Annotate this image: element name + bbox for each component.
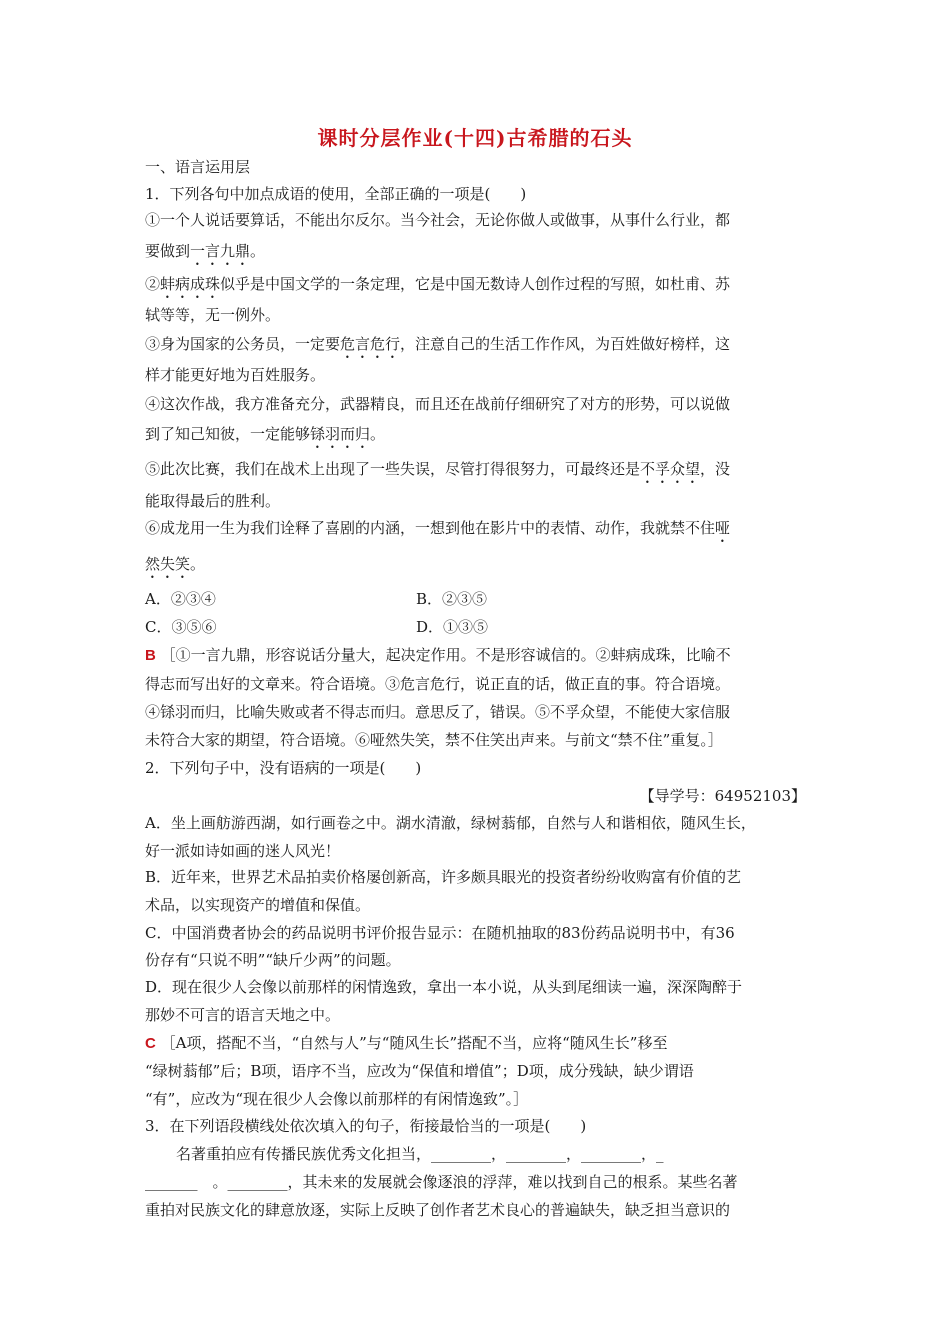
q2-option-c-line1: C．中国消费者协会的药品说明书评价报告显示：在随机抽取的83份药品说明书中，有36 bbox=[145, 924, 735, 942]
section-heading: 一、语言运用层 bbox=[145, 158, 251, 176]
q3-passage-line3: 重拍对民族文化的肆意放逐，实际上反映了创作者艺术良心的普遍缺失，缺乏担当意识的 bbox=[145, 1201, 731, 1219]
q2-explanation-line2: “绿树蓊郁”后；B项，语序不当，应改为“保值和增值”；D项，成分残缺，缺少谓语 bbox=[145, 1062, 694, 1080]
q1-option-c: C．③⑤⑥ bbox=[145, 618, 217, 636]
dotted-idiom: 蚌病成珠 bbox=[160, 275, 221, 293]
q1-s2-line2: 轼等等，无一例外。 bbox=[145, 306, 281, 324]
q1-option-a: A．②③④ bbox=[145, 590, 216, 608]
q1-stem: 1．下列各句中加点成语的使用，全部正确的一项是( ) bbox=[145, 185, 527, 203]
dotted-idiom: 铩羽而归 bbox=[310, 425, 371, 443]
q3-passage-line1: 名著重拍应有传播民族优秀文化担当，________，________，________，_ bbox=[176, 1145, 664, 1163]
q2-explanation-line3: “有”，应改为“现在很少人会像以前那样的有闲情逸致”。］ bbox=[145, 1090, 529, 1108]
q2-answer-letter: C bbox=[145, 1035, 156, 1052]
q1-s5-line1: ⑤此次比赛，我们在战术上出现了一些失误，尽管打得很努力，可最终还是不孚众望，没 bbox=[145, 460, 731, 478]
q1-s2-line1: ②蚌病成珠似乎是中国文学的一条定理，它是中国无数诗人创作过程的写照，如杜甫、苏 bbox=[145, 275, 731, 293]
q2-option-c-line2: 份存有“只说不明”“缺斤少两”的问题。 bbox=[145, 951, 401, 969]
q1-explanation-line2: 得志而写出好的文章来。符合语境。③危言危行，说正直的话，做正直的事。符合语境。 bbox=[145, 675, 731, 693]
q2-option-a-line1: A．坐上画舫游西湖，如行画卷之中。湖水清澈，绿树蓊郁，自然与人和谐相依，随风生长， bbox=[145, 814, 756, 832]
dotted-idiom: 然失笑 bbox=[145, 555, 191, 573]
q1-s1-line2: 要做到一言九鼎。 bbox=[145, 242, 266, 260]
q1-s3-line2: 样才能更好地为百姓服务。 bbox=[145, 366, 326, 384]
q2-option-a-line2: 好一派如诗如画的迷人风光！ bbox=[145, 842, 341, 860]
q3-stem: 3．在下列语段横线处依次填入的句子，衔接最恰当的一项是( ) bbox=[145, 1117, 587, 1135]
q2-explanation-line1: C ［A项，搭配不当，“自然与人”与“随风生长”搭配不当，应将“随风生长”移至 bbox=[145, 1034, 668, 1052]
q1-s6-line2: 然失笑。 bbox=[145, 555, 206, 573]
q1-explanation-line1: B ［①一言九鼎，形容说话分量大，起决定作用。不是形容诚信的。②蚌病成珠，比喻不 bbox=[145, 646, 731, 664]
q2-guide-number: 【导学号：64952103】 bbox=[639, 787, 806, 805]
dotted-idiom: 哑 bbox=[715, 519, 731, 537]
q1-s1-line1: ①一个人说话要算话，不能出尔反尔。当今社会，无论你做人或做事，从事什么行业，都 bbox=[145, 211, 731, 229]
q3-passage-line2: _______ 。________，其未来的发展就会像逐浪的浮萍，难以找到自己的根系。某些名著 bbox=[145, 1173, 738, 1191]
q1-option-d: D．①③⑤ bbox=[416, 618, 489, 636]
page-title: 课时分层作业(十四)古希腊的石头 bbox=[317, 126, 633, 150]
q2-stem: 2．下列句子中，没有语病的一项是( ) bbox=[145, 759, 422, 777]
q1-explanation-line3: ④铩羽而归，比喻失败或者不得志而归。意思反了，错误。⑤不孚众望，不能使大家信服 bbox=[145, 703, 731, 721]
q2-option-b-line1: B．近年来，世界艺术品拍卖价格屡创新高，许多颇具眼光的投资者纷纷收购富有价值的艺 bbox=[145, 868, 742, 886]
q1-answer-letter: B bbox=[145, 647, 156, 664]
q2-option-b-line2: 术品，以实现资产的增值和保值。 bbox=[145, 896, 371, 914]
q1-option-b: B．②③⑤ bbox=[416, 590, 488, 608]
dotted-idiom: 不孚众望 bbox=[640, 460, 701, 478]
q1-s4-line2: 到了知己知彼，一定能够铩羽而归。 bbox=[145, 425, 386, 443]
q1-s6-line1: ⑥成龙用一生为我们诠释了喜剧的内涵，一想到他在影片中的表情、动作，我就禁不住哑 bbox=[145, 519, 731, 537]
q1-s5-line2: 能取得最后的胜利。 bbox=[145, 492, 281, 510]
q1-s3-line1: ③身为国家的公务员，一定要危言危行，注意自己的生活工作作风，为百姓做好榜样，这 bbox=[145, 335, 731, 353]
dotted-idiom: 危言危行 bbox=[340, 335, 401, 353]
q1-explanation-line4: 未符合大家的期望，符合语境。⑥哑然失笑，禁不住笑出声来。与前文“禁不住”重复。］ bbox=[145, 731, 723, 749]
q1-s4-line1: ④这次作战，我方准备充分，武器精良，而且还在战前仔细研究了对方的形势，可以说做 bbox=[145, 395, 731, 413]
q2-option-d-line1: D．现在很少人会像以前那样的闲情逸致，拿出一本小说，从头到尾细读一遍，深深陶醉于 bbox=[145, 978, 743, 996]
q2-option-d-line2: 那妙不可言的语言天地之中。 bbox=[145, 1006, 341, 1024]
dotted-idiom: 一言九鼎 bbox=[190, 242, 251, 260]
